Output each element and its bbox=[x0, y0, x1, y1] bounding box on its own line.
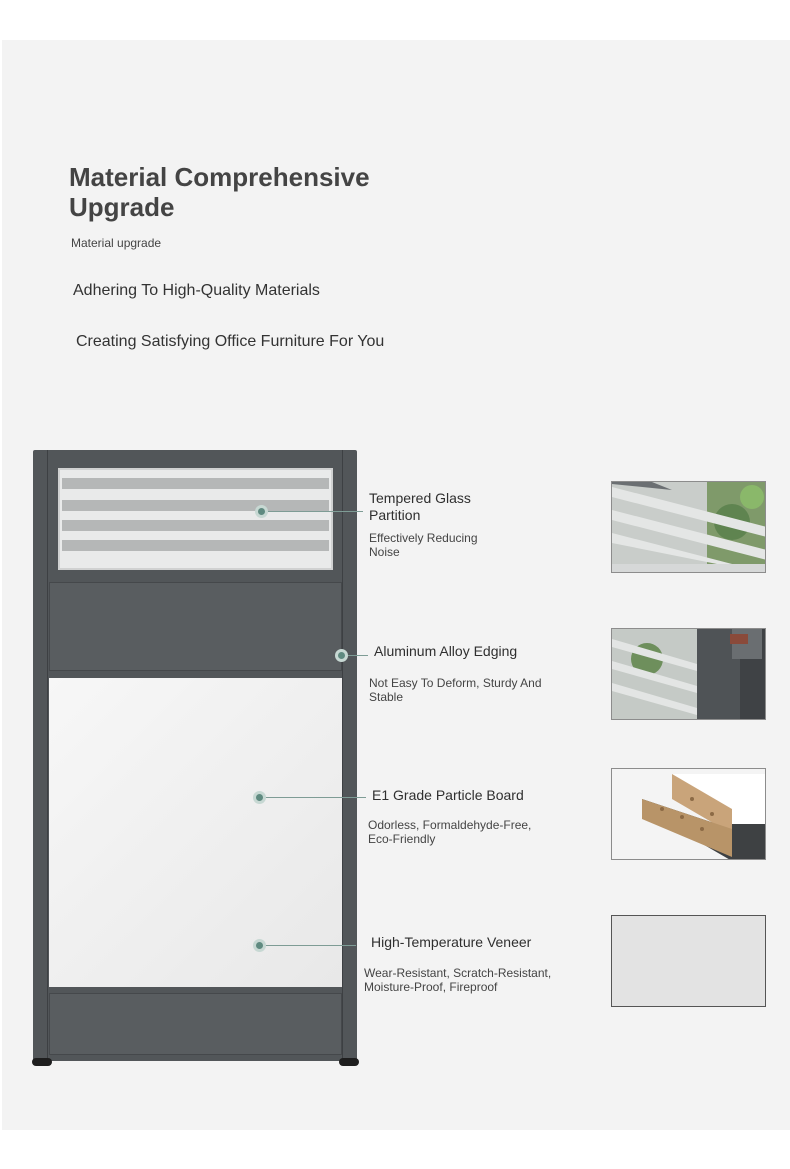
callout-leader-line bbox=[266, 945, 356, 946]
cabinet-foot bbox=[32, 1058, 52, 1066]
glass-partition-thumbnail bbox=[611, 481, 766, 573]
frosted-stripe bbox=[62, 520, 329, 531]
page-title: Material Comprehensive Upgrade bbox=[69, 162, 370, 222]
page-subtitle: Material upgrade bbox=[71, 236, 162, 250]
frosted-stripe bbox=[62, 500, 329, 511]
lead-line-1: Adhering To High-Quality Materials bbox=[73, 282, 320, 299]
feature-title: E1 Grade Particle Board bbox=[372, 787, 524, 803]
glass-panel bbox=[58, 468, 333, 570]
frame-edge-line bbox=[47, 450, 48, 1061]
callout-leader-line bbox=[348, 655, 368, 656]
frame-edge-line bbox=[342, 450, 343, 1061]
frosted-stripe bbox=[62, 540, 329, 551]
callout-leader-line bbox=[268, 511, 363, 512]
callout-dot bbox=[253, 939, 266, 952]
callout-leader-line bbox=[266, 797, 366, 798]
feature-title: Tempered Glass Partition bbox=[369, 490, 471, 523]
frosted-stripe bbox=[62, 478, 329, 489]
feature-title: High-Temperature Veneer bbox=[371, 934, 532, 950]
particle-board-thumbnail bbox=[611, 768, 766, 860]
lead-line-2: Creating Satisfying Office Furniture For You bbox=[76, 333, 385, 350]
cabinet-foot bbox=[339, 1058, 359, 1066]
bottom-solid-panel bbox=[49, 993, 342, 1055]
feature-description: Not Easy To Deform, Sturdy And Stable bbox=[369, 676, 542, 704]
veneer-panel bbox=[49, 678, 342, 987]
callout-dot bbox=[255, 505, 268, 518]
callout-dot bbox=[253, 791, 266, 804]
callout-dot bbox=[335, 649, 348, 662]
feature-description: Effectively Reducing Noise bbox=[369, 531, 478, 559]
veneer-thumbnail bbox=[611, 915, 766, 1007]
upper-solid-panel bbox=[49, 582, 342, 671]
feature-description: Wear-Resistant, Scratch-Resistant, Moisture-Proof, Fireproof bbox=[364, 966, 552, 994]
feature-title: Aluminum Alloy Edging bbox=[374, 643, 518, 659]
aluminum-edge-thumbnail bbox=[611, 628, 766, 720]
feature-description: Odorless, Formaldehyde-Free, Eco-Friendly bbox=[368, 818, 532, 846]
